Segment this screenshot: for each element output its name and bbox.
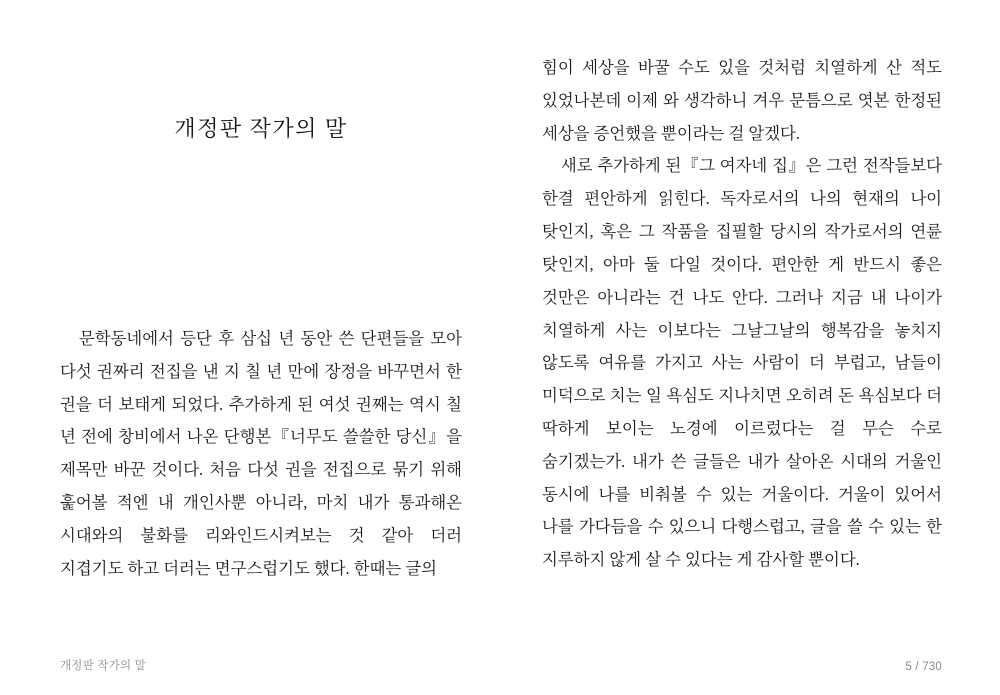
page-title: 개정판 작가의 말 (174, 116, 348, 141)
footer-chapter-label: 개정판 작가의 말 (60, 660, 146, 672)
paragraph: 문학동네에서 등단 후 삼십 년 동안 쓴 단편들을 모아 다섯 권짜리 전집을 낸 지 칠 년 만에 장정을 바꾸면서 한 권을 더 보태게 되었다. 추가하게 된 여섯 권째는 역시 칠 년 전에 창비에서 나온 단행본『너무도 쓸쓸한 당신』을 제목만 바꾼 것이다. 처음 다섯 권을 전집으로 묶기 위해 훑어볼 적엔 내 개인사뿐 아니라, 마치 내가 통과해온 시대와의 불화를 리와인드시켜보는 것 같아 더러 지겹기도 하고 더러는 면구스럽기도 했다. 한때는 글의 (60, 329, 462, 578)
page-footer (0, 655, 1000, 673)
paragraph: 힘이 세상을 바꿀 수도 있을 것처럼 치열하게 산 적도 있었나본데 이제 와 생각하니 겨우 문틈으로 엿본 한정된 세상을 증언했을 뿐이라는 걸 알겠다. (542, 58, 942, 143)
paragraph: 새로 추가하게 된『그 여자네 집』은 그런 전작들보다 한결 편안하게 읽힌다. 독자로서의 나의 현재의 나이 탓인지, 혹은 그 작품을 집필할 당시의 작가로서의 연륜 탓인지, 아마 둘 다일 것이다. 편안한 게 반드시 좋은 것만은 아니라는 건 나도 안다. 그러나 지금 내 나이가 치열하게 사는 이보다는 그날그날의 행복감을 놓치지 않도록 여유를 가지고 사는 사람이 더 부럽고, 남들이 미덕으로 치는 일 욕심도 지나치면 오히려 돈 욕심보다 더 딱하게 보이는 노경에 이르렀다는 걸 무슨 수로 숨기겠는가. 내가 쓴 글들은 내가 살아온 시대의 거울인 동시에 나를 비춰볼 수 있는 거울이다. 거울이 있어서 나를 가다듬을 수 있으니 다행스럽고, 글을 쓸 수 있는 한 지루하지 않게 살 수 있다는 게 감사할 뿐이다. (542, 156, 942, 570)
right-column (500, 0, 1000, 695)
page-indicator: 5 / 730 (905, 661, 942, 673)
